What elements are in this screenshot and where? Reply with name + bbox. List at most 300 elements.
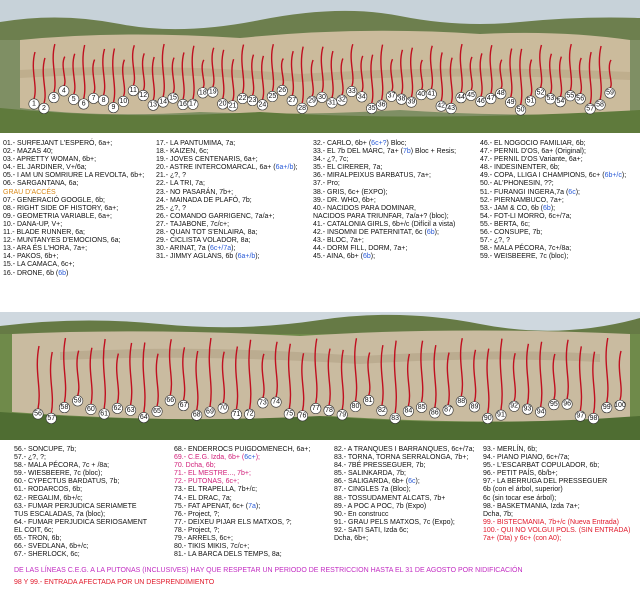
legend-entry	[313, 197, 456, 205]
route-marker-number: 49	[506, 98, 515, 106]
legend-entry-text: 37.- Pro;	[313, 180, 340, 188]
route-marker-number: 6	[81, 100, 86, 108]
route-marker-number: 42	[437, 102, 446, 110]
legend-entry	[334, 486, 475, 494]
legend-entry-text: 92.- SATI SATI, Izda 6c;	[334, 526, 409, 534]
legend-entry-suffix: );	[415, 478, 420, 486]
top-marker	[39, 103, 49, 113]
top-marker	[406, 97, 416, 107]
top-marker	[247, 95, 257, 105]
legend-entry-text: 81.- LA BARCA DELS TEMPS, 8a;	[174, 551, 282, 559]
route-marker-number: 2	[41, 104, 46, 112]
legend-entry-text: 77.- DEIXEU PIJAR ELS MATXOS, ?;	[174, 518, 292, 526]
restriction-notice: DE LAS LÍNEAS C.E.G. A LA PUTONAS (INCLUSIVES) HAY QUE RESPETAR UN PERIODO DE RESTRICCION HASTA EL 31 DE AGOSTO POR NIDIFICACIÓN	[14, 567, 523, 574]
legend-entry	[334, 495, 475, 503]
legend-entry-text: 100.- QUI NO VOLGUI POLS. (SIN ENTRADA)	[483, 526, 631, 534]
route-marker-number: 58	[60, 404, 69, 412]
legend-entry	[480, 156, 626, 164]
route-marker-number: 59	[73, 397, 82, 405]
legend-entry-suffix: );	[370, 253, 376, 261]
top-marker	[287, 95, 297, 105]
legend-entry-text: 72.- PUTONAS, 6c+;	[174, 478, 240, 486]
route-marker-number: 71	[232, 411, 241, 419]
legend-entry	[156, 189, 298, 197]
route-marker-number: 78	[325, 407, 333, 415]
legend-entry	[3, 205, 144, 213]
route-marker-number: 31	[328, 99, 336, 107]
legend-entry	[156, 197, 298, 205]
legend-entry-text: 04.- EL JARDINER, V+/6a;	[3, 164, 87, 172]
legend-entry-text: 63.- FUMAR PERJUDICA SERIAMETE	[14, 502, 137, 510]
route-marker-number: 70	[219, 404, 228, 412]
route-marker-number: 62	[113, 404, 122, 412]
top-marker	[565, 91, 575, 101]
route-marker-number: 47	[486, 95, 495, 103]
legend-entry	[14, 478, 147, 486]
legend-entry	[334, 519, 475, 527]
legend-entry	[313, 245, 456, 253]
top-marker	[128, 85, 138, 95]
legend-entry-text: 08.- RIGHT SIDE OF HISTORY, 6a+;	[3, 204, 119, 212]
bottom-marker	[231, 409, 241, 419]
crag-photo-top	[0, 0, 640, 133]
route-marker-number: 59	[606, 89, 614, 97]
route-marker-number: 64	[139, 414, 148, 422]
top-marker	[297, 103, 307, 113]
legend-entry-text: 68.- ENDERROCS PUIGDOMENECH, 6a+;	[174, 446, 311, 453]
legend-entry-text: 69.- C.E.G. Izda, 6b+ (	[174, 454, 245, 462]
route-marker-number: 33	[347, 88, 356, 96]
route-marker-number: 85	[417, 403, 426, 411]
route-marker-number: 29	[308, 97, 316, 105]
legend-entry-text: GRAU D'ACCÉS	[3, 188, 56, 196]
route-marker-number: 21	[228, 102, 237, 110]
route-marker-number: 8	[101, 96, 106, 104]
route-marker-number: 24	[258, 101, 267, 109]
top-marker	[118, 96, 128, 106]
route-marker-number: 79	[338, 411, 347, 419]
route-marker-number: 28	[298, 104, 307, 112]
bottom-marker	[244, 409, 254, 419]
legend-entry	[3, 197, 144, 205]
legend-entry-text: 30.- ARINAT, 7a (	[156, 245, 210, 253]
bottom-marker	[192, 410, 202, 420]
bottom-marker	[337, 410, 347, 420]
route-marker-number: 19	[208, 88, 217, 96]
route-marker-number: 45	[467, 91, 475, 99]
bottom-marker	[324, 405, 334, 415]
route-marker-number: 55	[566, 92, 575, 100]
legend-entry	[174, 495, 310, 503]
legend-entry	[313, 180, 456, 188]
route-marker-number: 72	[245, 410, 254, 418]
legend-entry-alt-grade: 6c+/7a	[209, 245, 232, 253]
route-marker-number: 43	[447, 105, 456, 113]
route-marker-number: 13	[149, 101, 158, 109]
legend-entry-text: 48.- INDESINENTER, 6b;	[480, 164, 560, 172]
legend-entry	[156, 205, 298, 213]
top-marker	[108, 102, 118, 112]
legend-entry-text: 46.- EL NOGOCIO FAMILIAR, 6b;	[480, 140, 586, 147]
bottom-marker	[125, 405, 135, 415]
legend-entry	[313, 213, 456, 221]
route-marker-number: 50	[516, 106, 525, 114]
bottom-marker	[139, 412, 149, 422]
route-marker-number: 81	[364, 397, 373, 405]
legend-entry	[480, 205, 626, 213]
legend-entry	[334, 462, 475, 470]
top-marker	[337, 95, 347, 105]
bottom-marker	[99, 409, 109, 419]
legend-top	[0, 140, 640, 312]
route-marker-number: 95	[549, 401, 558, 409]
route-marker-number: 52	[536, 89, 545, 97]
route-marker-number: 3	[51, 94, 56, 102]
route-marker-number: 39	[407, 98, 416, 106]
legend-entry	[14, 527, 147, 535]
route-marker-number: 23	[248, 97, 257, 105]
legend-entry	[14, 503, 147, 511]
legend-entry-alt-grade: 6b	[426, 229, 435, 237]
legend-entry-text: 06.- SARGANTANA, 6a;	[3, 180, 79, 188]
legend-entry-text: 83.- TORNA, TORNA SERRALONGA, 7b+;	[334, 454, 469, 462]
top-marker	[575, 94, 585, 104]
legend-entry-text: 29.- CICLISTA VOLADOR, 8a;	[156, 237, 251, 245]
legend-entry	[14, 486, 147, 494]
legend-entry-text: 76.- Project, ?;	[174, 510, 220, 518]
bottom-marker	[297, 411, 307, 421]
legend-entry-text: 6c (sin tocar ese árbol);	[483, 494, 557, 502]
legend-entry-text: 7a+ (Dta) y 6c+ (con A0);	[483, 535, 562, 543]
legend-entry	[156, 172, 298, 180]
legend-entry-text: 49.- COPA, LLIGA I CHAMPIONS, 6c+ (	[480, 172, 605, 180]
legend-entry	[174, 478, 310, 486]
route-marker-number: 27	[288, 97, 297, 105]
bottom-marker	[59, 402, 69, 412]
legend-entry-text: 74.- EL DRAC, 7a;	[174, 494, 232, 502]
top-marker	[327, 98, 337, 108]
bottom-marker	[469, 402, 479, 412]
legend-entry	[3, 245, 144, 253]
bottom-marker	[258, 398, 268, 408]
top-marker	[78, 99, 88, 109]
bottom-marker	[377, 405, 387, 415]
legend-entry-suffix: );	[255, 253, 260, 261]
bottom-marker	[218, 403, 228, 413]
legend-entry	[14, 551, 147, 559]
legend-entry	[480, 245, 626, 253]
bottom-marker	[205, 407, 215, 417]
legend-entry-text: 82.- A TRANQUES I BARRANQUES, 6c+/7a;	[334, 446, 475, 453]
top-marker	[496, 88, 506, 98]
legend-entry-text: 34.- ¿?, 7c;	[313, 156, 349, 164]
route-marker-number: 56	[34, 410, 42, 418]
legend-entry	[156, 229, 298, 237]
route-marker-number: 15	[169, 94, 177, 102]
bottom-marker	[562, 399, 572, 409]
legend-entry-text: 59.- WEISBEERE, 7c (bloc);	[480, 253, 569, 261]
route-marker-number: 4	[61, 87, 66, 95]
legend-top-column-1	[3, 140, 144, 278]
top-marker	[386, 91, 396, 101]
top-marker	[515, 105, 525, 115]
legend-bottom-column-2	[174, 446, 310, 559]
route-marker-number: 44	[457, 94, 465, 102]
route-marker-number: 66	[166, 397, 175, 405]
legend-entry	[313, 189, 456, 197]
route-marker-number: 16	[179, 101, 187, 109]
route-marker-number: 74	[272, 398, 280, 406]
bottom-marker	[535, 407, 545, 417]
legend-entry-text: 73.- EL TRAPELLA, 7b+/c;	[174, 486, 258, 494]
legend-entry	[14, 454, 147, 462]
route-marker-number: 80	[351, 403, 360, 411]
legend-entry-text: 18.- KAIZEN, 6c;	[156, 148, 209, 156]
legend-entry-text: 24.- MAINADA DE PLAFÓ, 7b;	[156, 196, 252, 204]
bottom-marker	[33, 409, 43, 419]
legend-entry-text: 40.- NACIDOS PARA DOMINAR,	[313, 204, 416, 212]
route-marker-number: 26	[278, 87, 287, 95]
legend-entry	[313, 140, 456, 148]
legend-entry	[174, 446, 310, 454]
legend-entry-text: 25.- ¿?, ?	[156, 204, 186, 212]
bottom-marker	[456, 396, 466, 406]
legend-entry	[174, 470, 310, 478]
legend-entry	[313, 172, 456, 180]
legend-entry-text: 11.- BLADE RUNNER, 6a;	[3, 229, 85, 237]
legend-entry-text: 36.- MIRALPEIXUS BARBATUS, 7a+;	[313, 172, 431, 180]
legend-entry-text: 87.- CINGLES 7a (Bloc);	[334, 486, 411, 494]
route-marker-number: 96	[563, 400, 571, 408]
route-marker-number: 69	[206, 408, 214, 416]
route-marker-number: 88	[457, 398, 466, 406]
legend-entry-alt-grade: 6b	[58, 269, 67, 277]
legend-entry	[483, 519, 630, 527]
legend-entry-suffix: ) Bloc;	[386, 140, 407, 147]
legend-entry	[3, 270, 144, 278]
legend-entry-text: 70. Dcha, 6b;	[174, 462, 216, 470]
legend-entry	[480, 237, 626, 245]
legend-entry	[174, 503, 310, 511]
bottom-marker	[443, 405, 453, 415]
bottom-marker	[602, 402, 612, 412]
route-marker-number: 37	[387, 92, 396, 100]
legend-entry-text: 91.- GRAU PELS MATXOS, 7c (Expo);	[334, 518, 455, 526]
legend-entry	[174, 543, 310, 551]
route-marker-number: 76	[298, 412, 307, 420]
legend-entry	[156, 148, 298, 156]
top-marker	[49, 92, 59, 102]
legend-entry	[3, 237, 144, 245]
legend-entry-text: Dcha, 7b;	[483, 510, 513, 518]
top-marker	[545, 94, 555, 104]
route-marker-number: 90	[483, 414, 492, 422]
legend-entry-text: 14.- PAKOS, 6b+;	[3, 253, 59, 261]
legend-entry-suffix: ) Bloc + Resis;	[410, 148, 457, 156]
route-marker-number: 14	[159, 98, 168, 106]
legend-entry	[14, 543, 147, 551]
legend-entry-text: 26.- COMANDO GARRIGENC, 7a/a+;	[156, 212, 275, 220]
legend-entry	[14, 446, 147, 454]
legend-entry	[156, 140, 298, 148]
route-marker-number: 73	[258, 399, 267, 407]
legend-entry-text: 09.- GEOMETRIA VARIABLE, 6a+;	[3, 212, 112, 220]
top-marker	[416, 89, 426, 99]
legend-bottom-column-3	[334, 446, 475, 543]
legend-entry	[334, 478, 475, 486]
legend-entry	[3, 164, 144, 172]
legend-bottom-column-4	[483, 446, 630, 543]
legend-entry	[3, 261, 144, 269]
legend-entry	[480, 221, 626, 229]
legend-entry-text: 75.- FAT APENAT, 6c+ (	[174, 502, 249, 510]
top-marker	[59, 86, 69, 96]
bottom-marker	[46, 413, 56, 423]
legend-entry	[483, 503, 630, 511]
legend-entry	[156, 180, 298, 188]
legend-entry	[3, 148, 144, 156]
legend-entry-alt-grade: 6b+/c	[604, 172, 622, 180]
legend-entry	[483, 486, 630, 494]
top-marker	[486, 93, 496, 103]
route-marker-number: 57	[47, 414, 56, 422]
route-marker-number: 68	[192, 411, 201, 419]
route-marker-number: 60	[87, 405, 95, 413]
legend-entry	[174, 462, 310, 470]
bottom-marker	[509, 401, 519, 411]
top-marker	[277, 85, 287, 95]
top-marker	[426, 89, 436, 99]
legend-entry-text: 13.- ARA ÉS L'HORA, 7a+;	[3, 245, 88, 253]
route-marker-number: 10	[119, 97, 128, 105]
legend-entry-text: 07.- GENERACIÓ GOOGLE, 6b;	[3, 196, 105, 204]
route-marker-number: 75	[285, 410, 294, 418]
route-marker-number: 51	[526, 97, 535, 105]
legend-entry	[313, 156, 456, 164]
legend-entry	[334, 470, 475, 478]
route-marker-number: 100	[614, 401, 626, 409]
legend-entry-text: 86.- SALIGARDA, 6b+ (	[334, 478, 409, 486]
legend-entry	[3, 140, 144, 148]
top-marker	[585, 104, 595, 114]
top-marker	[436, 101, 446, 111]
route-marker-number: 25	[268, 93, 277, 101]
legend-entry-alt-grade: 6a+/b	[237, 253, 256, 261]
legend-entry-text: 44.- DORM FILL, DORM, 7a+;	[313, 245, 408, 253]
legend-entry-text: 64.- FUMAR PERJUDICA SERIOSAMENT	[14, 518, 148, 526]
legend-entry-text: 15.- LA CAMACA, 6c+;	[3, 261, 75, 269]
route-marker-number: 40	[417, 91, 426, 99]
legend-entry-text: 10.- DANA-UP, V+;	[3, 220, 63, 228]
legend-entry	[156, 213, 298, 221]
legend-entry	[480, 229, 626, 237]
bottom-marker	[152, 406, 162, 416]
legend-entry-text: 52.- PIERNAMBUCO, 7a+;	[480, 196, 564, 204]
top-marker	[535, 88, 545, 98]
route-marker-number: 53	[546, 95, 555, 103]
legend-entry	[3, 180, 144, 188]
bottom-marker	[390, 413, 400, 423]
legend-entry-text: 12.- MUNTANYES D'EMOCIONS, 6a;	[3, 237, 121, 245]
top-marker	[158, 97, 168, 107]
legend-entry	[480, 180, 626, 188]
top-marker	[267, 91, 277, 101]
top-marker	[138, 90, 148, 100]
route-marker-number: 58	[596, 101, 604, 109]
bottom-marker	[86, 404, 96, 414]
legend-entry-suffix: );	[575, 188, 580, 196]
legend-entry	[483, 478, 630, 486]
top-marker	[396, 94, 406, 104]
legend-entry-suffix: );	[293, 164, 298, 172]
legend-entry-text: 79.- ARRELS, 6c+;	[174, 535, 233, 543]
legend-entry-text: 97.- LA BERRUGA DEL PRESSEGUER	[483, 478, 608, 486]
legend-top-column-2	[156, 140, 298, 261]
crag-topo-bottom	[0, 312, 640, 440]
legend-entry-text: 57.- ¿?, ?;	[14, 454, 46, 462]
legend-entry-alt-grade: 6c	[568, 188, 576, 196]
top-marker	[505, 97, 515, 107]
legend-entry	[14, 511, 147, 519]
legend-entry-text: 84.- 7BÉ PRESSEGUER, 7b;	[334, 462, 426, 470]
top-marker	[69, 94, 79, 104]
legend-entry	[174, 527, 310, 535]
top-marker	[446, 103, 456, 113]
bottom-marker	[363, 395, 373, 405]
legend-entry-alt-grade: 6b	[363, 253, 371, 261]
legend-entry-text: 39.- DR. WHO, 6b+;	[313, 196, 376, 204]
legend-entry	[313, 253, 456, 261]
route-marker-number: 38	[397, 95, 406, 103]
legend-entry	[480, 253, 626, 261]
legend-entry-text: 33.- EL 7b DEL MARC, 7a+ (	[313, 148, 403, 156]
top-marker	[555, 97, 565, 107]
route-marker-number: 18	[198, 89, 207, 97]
legend-entry	[14, 462, 147, 470]
legend-entry-text: NACIDOS PARA TRIUNFAR, 7a/a+? (bloc);	[313, 212, 449, 220]
top-marker	[257, 100, 267, 110]
legend-entry-text: TUS ESCALADAS, 7a (bloc);	[14, 510, 106, 518]
legend-entry	[3, 213, 144, 221]
legend-entry-text: 19.- JOVES CENTENARIS, 6a+;	[156, 156, 258, 164]
legend-entry	[480, 213, 626, 221]
legend-top-column-3	[313, 140, 456, 261]
legend-entry-text: 94.- PIANO PIANO, 6c+/7a;	[483, 454, 570, 462]
route-marker-number: 56	[576, 95, 585, 103]
legend-entry-text: 85.- SALINKARDA, 7b;	[334, 470, 406, 478]
legend-entry-text: EL COIT, 6c;	[14, 526, 54, 534]
legend-entry-text: 58.- MALA PÉCORA, 7c + /8a;	[14, 462, 110, 470]
legend-entry-text: 22.- LA TRI, 7a;	[156, 180, 205, 188]
legend-entry-text: 67.- SHERLOCK, 6c;	[14, 551, 80, 559]
bottom-marker	[430, 408, 440, 418]
route-marker-number: 17	[188, 100, 197, 108]
legend-entry-text: 23.- NO PASARÁN, 7b+;	[156, 188, 234, 196]
legend-entry	[156, 245, 298, 253]
legend-entry	[174, 511, 310, 519]
crag-photo-bottom	[0, 312, 640, 440]
route-marker-number: 20	[218, 100, 227, 108]
legend-entry-text: 45.- AINA, 6b+ (	[313, 253, 363, 261]
legend-entry	[313, 164, 456, 172]
top-marker	[168, 93, 178, 103]
route-marker-number: 77	[311, 405, 320, 413]
top-marker	[88, 93, 98, 103]
legend-entry	[156, 221, 298, 229]
legend-entry-text: 88.- TOSSUDAMENT ALCATS, 7b+	[334, 494, 446, 502]
top-marker	[148, 100, 158, 110]
top-marker	[466, 90, 476, 100]
